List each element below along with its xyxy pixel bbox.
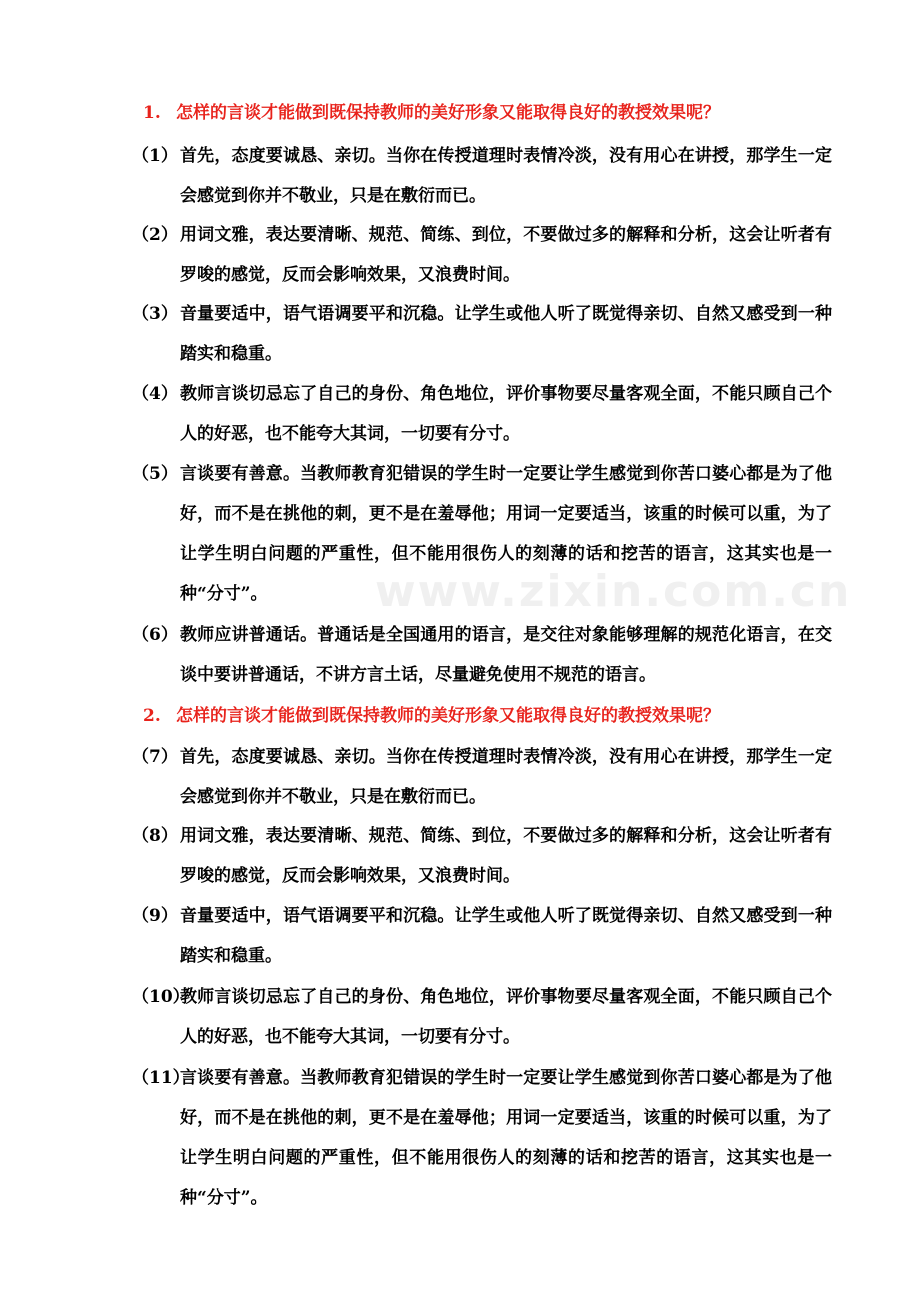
item-number: （9） (132, 906, 178, 926)
section-number: 1. (143, 103, 161, 123)
item-text: 首先，态度要诚恳、亲切。当你在传授道理时表情冷淡，没有用心在讲授，那学生一定会感觉到你并不敬业，只是在敷衍而已。 (180, 146, 832, 206)
item-number: （5） (132, 464, 178, 484)
list-item-3 (132, 294, 832, 374)
watermark-text: www.zixin.com.cn (375, 566, 852, 617)
item-number: （3） (132, 304, 178, 324)
item-text: 言谈要有善意。当教师教育犯错误的学生时一定要让学生感觉到你苦口婆心都是为了他好，而不是在挑他的刺，更不是在羞辱他；用词一定要适当，该重的时候可以重，为了让学生明白问题的严重性，但不能用很伤人的刻薄的话和挖苦的语言，这其实也是一种“分寸”。 (180, 1068, 832, 1208)
list-item-4 (132, 374, 832, 454)
section-2-heading (143, 704, 720, 728)
list-item-8 (132, 816, 832, 896)
item-number: （7） (132, 747, 178, 767)
section-title: 怎样的言谈才能做到既保持教师的美好形象又能取得良好的教授效果呢？ (176, 706, 720, 726)
list-item-5 (132, 454, 832, 614)
item-text: 音量要适中，语气语调要平和沉稳。让学生或他人听了既觉得亲切、自然又感受到一种踏实和稳重。 (180, 304, 832, 364)
list-item-7 (132, 737, 832, 817)
item-text: 教师应讲普通话。普通话是全国通用的语言，是交往对象能够理解的规范化语言，在交谈中要讲普通话，不讲方言土话，尽量避免使用不规范的语言。 (180, 625, 832, 685)
item-number: （11） (132, 1068, 190, 1088)
item-number: （10） (132, 987, 190, 1007)
item-text: 用词文雅，表达要清晰、规范、简练、到位，不要做过多的解释和分析，这会让听者有罗唆的感觉，反而会影响效果，又浪费时间。 (180, 225, 832, 285)
item-number: （8） (132, 826, 178, 846)
section-1-heading (143, 101, 720, 125)
list-item-11 (132, 1058, 832, 1218)
list-item-2 (132, 215, 832, 295)
item-number: （4） (132, 384, 178, 404)
section-number: 2. (143, 706, 161, 726)
list-item-10 (132, 977, 832, 1057)
item-text: 言谈要有善意。当教师教育犯错误的学生时一定要让学生感觉到你苦口婆心都是为了他好，而不是在挑他的刺，更不是在羞辱他；用词一定要适当，该重的时候可以重，为了让学生明白问题的严重性，但不能用很伤人的刻薄的话和挖苦的语言，这其实也是一种“分寸”。 (180, 464, 832, 604)
item-text: 教师言谈切忌忘了自己的身份、角色地位，评价事物要尽量客观全面，不能只顾自己个人的好恶，也不能夸大其词，一切要有分寸。 (180, 987, 832, 1047)
item-text: 用词文雅，表达要清晰、规范、简练、到位，不要做过多的解释和分析，这会让听者有罗唆的感觉，反而会影响效果，又浪费时间。 (180, 826, 832, 886)
item-text: 首先，态度要诚恳、亲切。当你在传授道理时表情冷淡，没有用心在讲授，那学生一定会感觉到你并不敬业，只是在敷衍而已。 (180, 747, 832, 807)
item-text: 音量要适中，语气语调要平和沉稳。让学生或他人听了既觉得亲切、自然又感受到一种踏实和稳重。 (180, 906, 832, 966)
section-title: 怎样的言谈才能做到既保持教师的美好形象又能取得良好的教授效果呢？ (176, 103, 720, 123)
item-number: （1） (132, 146, 178, 166)
item-number: （6） (132, 625, 178, 645)
item-text: 教师言谈切忌忘了自己的身份、角色地位，评价事物要尽量客观全面，不能只顾自己个人的好恶，也不能夸大其词，一切要有分寸。 (180, 384, 832, 444)
list-item-9 (132, 896, 832, 976)
list-item-1 (132, 136, 832, 216)
list-item-6 (132, 615, 832, 695)
item-number: （2） (132, 225, 178, 245)
